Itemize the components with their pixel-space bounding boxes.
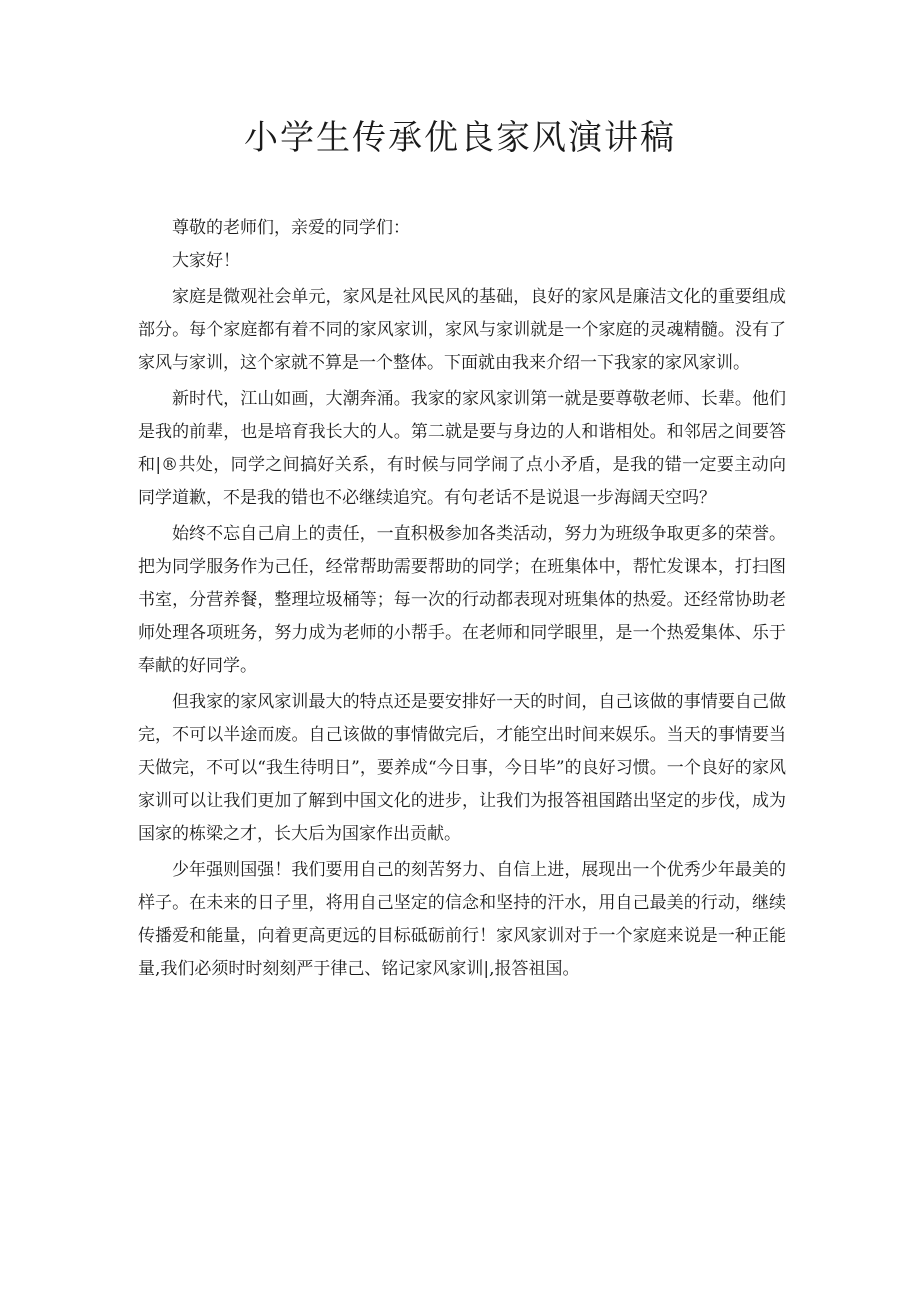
salutation-paragraph: 尊敬的老师们，亲爱的同学们： <box>172 218 410 238</box>
body-paragraph: 家庭是微观社会单元，家风是社风民风的基础，良好的家风是廉洁文化的重要组成部分。每个家庭都有着不同的家风家训，家风与家训就是一个家庭的灵魂精髓。没有了家风与家训，这个家就不算是一个整体。下面就由我来介绍一下我家的家风家训。 <box>138 287 786 373</box>
document-title: 小学生传承优良家风演讲稿 <box>244 118 676 158</box>
body-paragraph: 少年强则国强！我们要用自己的刻苦努力、自信上进，展现出一个优秀少年最美的样子。在未来的日子里，将用自己坚定的信念和坚持的汗水，用自己最美的行动，继续传播爱和能量，向着更高更远的目标砥砺前行！家风家训对于一个家庭来说是一种正能量,我们必须时时刻刻严于律己、铭记家风家训|,报答祖国。 <box>138 860 786 979</box>
body-paragraph: 新时代，江山如画，大潮奔涌。我家的家风家训第一就是要尊敬老师、长辈。他们是我的前辈，也是培育我长大的人。第二就是要与身边的人和谐相处。和邻居之间要答和|®共处，同学之间搞好关系，有时候与同学闹了点小矛盾，是我的错一定要主动向同学道歉，不是我的错也不必继续追究。有句老话不是说退一步海阔天空吗？ <box>138 389 786 508</box>
document-body <box>138 212 786 986</box>
greeting-paragraph: 大家好！ <box>172 251 240 271</box>
body-paragraph: 始终不忘自己肩上的责任，一直积极参加各类活动，努力为班级争取更多的荣誉。把为同学服务作为己任，经常帮助需要帮助的同学；在班集体中，帮忙发课本，打扫图书室，分营养餐，整理垃圾桶等；每一次的行动都表现对班集体的热爱。还经常协助老师处理各项班务，努力成为老师的小帮手。在老师和同学眼里，是一个热爱集体、乐于奉献的好同学。 <box>138 524 786 676</box>
body-paragraph: 但我家的家风家训最大的特点还是要安排好一天的时间，自己该做的事情要自己做完，不可以半途而废。自己该做的事情做完后，才能空出时间来娱乐。当天的事情要当天做完，不可以“我生待明日”，要养成“今日事，今日毕”的良好习惯。一个良好的家风家训可以让我们更加了解到中国文化的进步，让我们为报答祖国踏出坚定的步伐，成为国家的栋梁之才，长大后为国家作出贡献。 <box>138 692 786 844</box>
